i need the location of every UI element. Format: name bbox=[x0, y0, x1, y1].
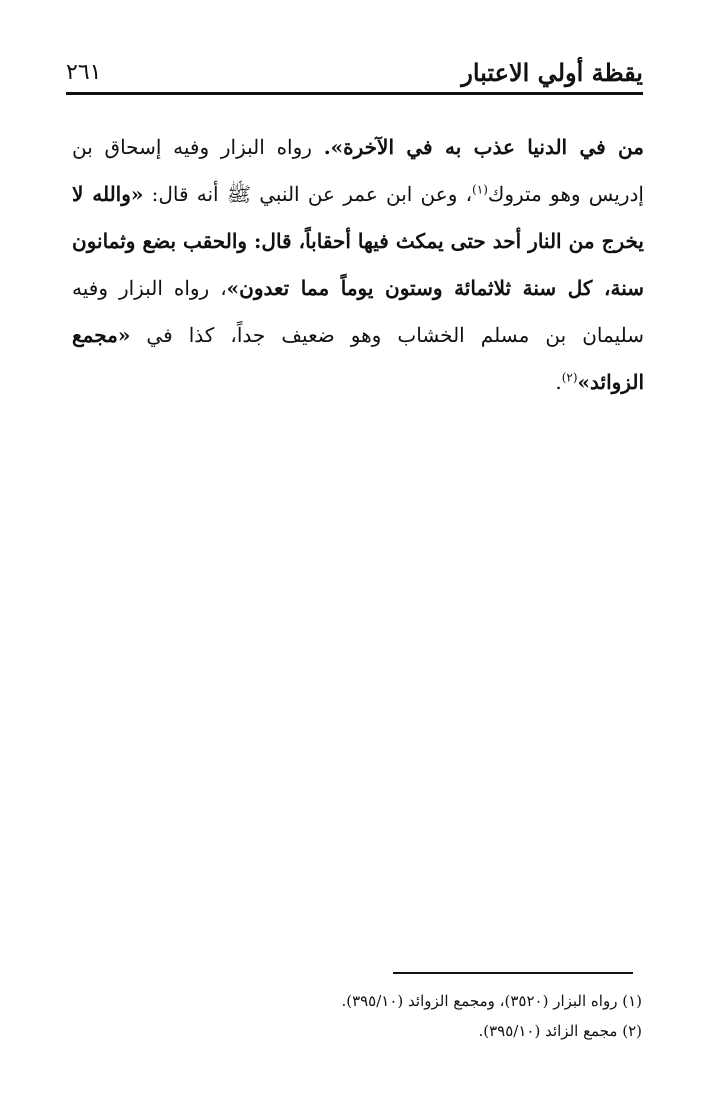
footnote-1: (١) رواه البزار (٣٥٢٠)، ومجمع الزوائد (٣٩٥/١٠). bbox=[341, 992, 642, 1010]
hadith-quote: «والله لا يخرج من النار أحد حتى يمكث فيها أحقاباً، قال: والحقب بضع وثمانون سنة، كل سنة ثلاثمائة وستون يوماً مما تعدون» bbox=[72, 182, 644, 300]
quote-end: من في الدنيا عذب به في الآخرة». bbox=[323, 135, 644, 159]
narration-text: ، رواه البزار وفيه سليمان بن مسلم الخشاب وهو ضعيف جداً، كذا في bbox=[72, 276, 644, 347]
footnote-ref-1: (١) bbox=[472, 182, 488, 197]
book-title: «مجمع الزوائد» bbox=[72, 323, 644, 394]
footnote-rule bbox=[393, 972, 633, 974]
paragraph bbox=[72, 124, 644, 406]
page-header bbox=[66, 56, 643, 96]
narration-text: ، وعن ابن عمر عن النبي ﷺ أنه قال: bbox=[143, 182, 473, 206]
footnote-2: (٢) مجمع الزائد (٣٩٥/١٠). bbox=[478, 1022, 642, 1040]
page-number: ٢٦١ bbox=[66, 60, 102, 85]
header-rule bbox=[66, 92, 643, 95]
running-title: يقظة أولي الاعتبار bbox=[461, 58, 643, 87]
footnotes bbox=[300, 986, 642, 1046]
narration-text: رواه البزار وفيه إسحاق بن إدريس وهو متروك bbox=[72, 135, 644, 206]
footnote-ref-2: (٢) bbox=[561, 370, 578, 385]
narration-text: . bbox=[555, 370, 562, 394]
body-text bbox=[72, 124, 644, 406]
